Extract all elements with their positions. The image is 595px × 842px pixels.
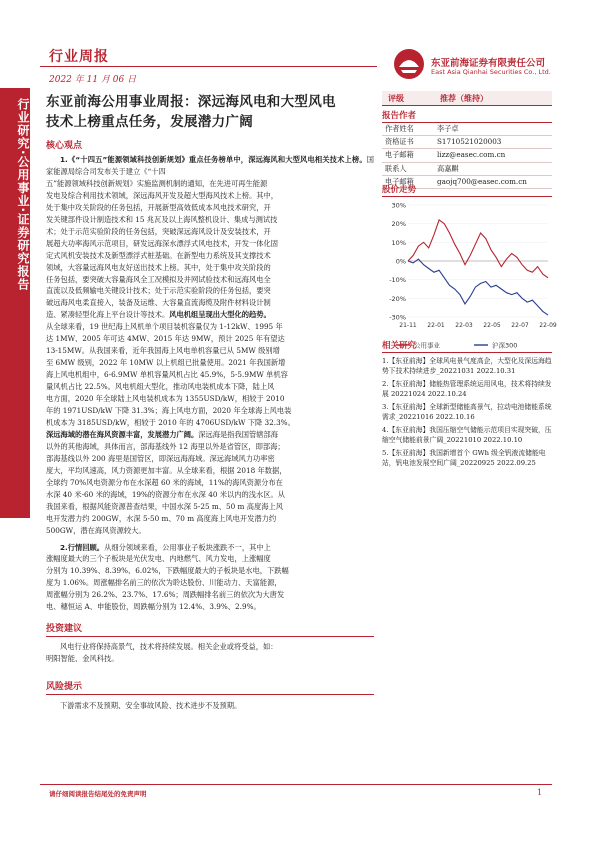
text-line: 发关键部件设计制造技术和 15 兆瓦及以上海风整机设计、集成与测试技 xyxy=(46,214,278,224)
related-item[interactable]: 1.【东亚前海】全球风电景气度高企，大型化及深远海趋势下技术持续进步_20221031 2022.10.31 xyxy=(382,357,552,376)
text-line: 从全球来看，19 世纪海上风机单个项目装机容量仅为 1-12kW、1995 年 xyxy=(46,322,283,332)
text-line: 任务包括，要突破大容量海风全工况模拟及并网试验技术和远海风电全 xyxy=(46,274,271,284)
core-views-heading: 核心观点 xyxy=(46,141,83,151)
text-line: 年的 1971USD/kW 下降 31.3%；海上风电方面，2020 年全球海上风电装 xyxy=(46,406,292,416)
y-tick-label: 30% xyxy=(391,201,406,210)
text-line: 破远海风电柔直接入，装备及运维、大容量直流海缆及附件材料设计制 xyxy=(46,298,271,308)
x-tick-label: 21-11 xyxy=(399,322,417,329)
text-line: 量风机占比 22.5%。风电机组大型化，推动风电装机成本下降，陆上风 xyxy=(46,382,275,392)
row-value: S1710521020003 xyxy=(437,137,502,147)
paragraph-1-line-1: 国家能源局综合司发布关于建立《“十四 xyxy=(46,155,374,176)
text-line: 领域，大容量远海风电友好送出技术上榜。其中，处于集中攻关阶段的 xyxy=(46,262,271,272)
y-tick-label: 10% xyxy=(391,238,406,247)
paragraph-2-lead: 2.行情回顾。 xyxy=(60,542,105,552)
text-line: 涨幅度最大的三个子板块是光伏发电、内地燃气、风力发电，上涨幅度 xyxy=(46,554,271,564)
bold-span: 深远海域的潜在海风资源丰富，发展潜力广阔。 xyxy=(46,429,199,439)
text-line: 分别为 10.39%、8.39%、6.02%，下跌幅度最大的子板块是水电，下跌幅 xyxy=(46,566,289,576)
text-line: 度大，平均风速高，风力资源更加丰富。从全球来看，根据 2018 年数据， xyxy=(46,465,287,475)
related-item[interactable]: 3.【东亚前海】全球新型储能高景气，拉动电池储能系统需求_20221016 2022.10.16 xyxy=(382,402,552,422)
text-line: 全球约 70%风电资源分布在水深超 60 米的海域，11%的海风资源分布在 xyxy=(46,477,283,487)
paragraph-1 xyxy=(46,154,374,178)
text-line: 达 1MW、2005 年可达 4MW、2015 年达 9MW，预计 2025 年有望达 xyxy=(46,334,285,344)
text-line: 我国来看，根据风能资源普查结果，中国水深 5-25 m、50 m 高度海上风 xyxy=(46,501,283,511)
text-span: 造、紧凑轻型化海上平台设计等技术。 xyxy=(46,310,170,320)
related-item[interactable]: 2.【东亚前海】储能热管理系统运用风电，技术将持续发展 20221024 2022.10.24 xyxy=(382,379,552,399)
text-line: 500GW，潜在海风资源较大。 xyxy=(46,525,146,535)
x-tick-label: 22-03 xyxy=(455,322,473,329)
text-line: 电、穗恒运 A、申能股份，周跌幅分别为 12.4%、3.9%、2.9%。 xyxy=(46,602,261,612)
main-column xyxy=(46,92,374,712)
y-tick-label: 0% xyxy=(395,257,406,266)
x-tick-label: 22-09 xyxy=(539,322,557,329)
analyst-row xyxy=(382,136,552,149)
text-line: 部海基线以外 200 海里是国管区，即深远海海域。深远海域风力功率密 xyxy=(46,453,275,463)
company-name-en: East Asia Qianhai Securities Co., Ltd. xyxy=(431,68,551,76)
y-tick-label: -10% xyxy=(389,276,406,285)
risk-text: 下游需求不及预期、安全事故风险、技术进步不及预期。 xyxy=(60,701,242,711)
row-value: 高嘉麒 xyxy=(437,163,459,173)
page-number: 1 xyxy=(537,788,543,797)
company-name-cn: 东亚前海证券有限责任公司 xyxy=(431,58,546,69)
stock-chart-heading: 股价走势 xyxy=(382,183,552,197)
row-value: 李子卓 xyxy=(437,124,459,133)
text-line: 海上风电机组中，6-6.9MW 单机容量风机占比 45.9%，5-5.9MW 单机容 xyxy=(46,370,288,380)
row-key: 联系人 xyxy=(385,163,407,173)
email-link[interactable]: gaojq700@easec.com.cn xyxy=(437,176,527,186)
analyst-row xyxy=(382,163,552,176)
investment-heading: 投资建议 xyxy=(46,624,83,635)
related-item[interactable]: 4.【东亚前海】我国压缩空气储能示范项目实现突破，压缩空气储能前景广阔_20221010 2022.10.10 xyxy=(382,425,552,444)
paragraph-2-line-1: 从细分领域来看，公用事业子板块涨跌不一，其中上 xyxy=(104,542,271,552)
text-line: 机成本为 3185USD/kW，相较于 2010 年的 4706USD/kW 下降 32.3%。 xyxy=(46,417,295,427)
title-line-2: 技术上榜重点任务，发展潜力广阔 xyxy=(46,114,253,130)
related-heading: 相关研究 xyxy=(382,339,552,353)
text-line: 13-15MW。从我国来看，近年我国海上风电单机容量已从 5MW 级别增 xyxy=(46,346,280,356)
text-line: 展超大功率海风示范项目，研发远海深水漂浮式风电技术，开发一体化固 xyxy=(46,238,279,248)
risk-divider xyxy=(46,694,374,695)
text-line: 处于集中攻关阶段的任务包括，开展新型高效低成本风电技术研究，开 xyxy=(46,202,271,212)
investment-line-1: 风电行业将保持高景气，技术将持续发展。相关企业或将受益，如： xyxy=(60,642,278,652)
text-line: 至 6MW 级别，2022 年 10MW 以上机组已批量使用。2021 年我国新增 xyxy=(46,358,286,368)
text-line xyxy=(46,429,374,441)
title-line-1: 东亚前海公用事业周报：深远海风电和大型风电 xyxy=(46,94,336,110)
report-date: 2022 年 11 月 06 日 xyxy=(49,75,137,85)
row-key: 电子邮箱 xyxy=(385,176,414,186)
bold-span: 风电机组呈现出大型化的趋势。 xyxy=(169,310,271,320)
analyst-row xyxy=(382,149,552,162)
legend-label: 公用事业 xyxy=(414,341,440,350)
x-tick-label: 22-05 xyxy=(483,322,501,329)
analyst-row xyxy=(382,123,552,136)
text-line: 发电及综合利用技术领域，深远海风开发及超大型海风技术上榜。其中， xyxy=(46,190,279,200)
text-line: 电开发潜力约 200GW，水深 5-50 m、70 m 高度海上风电开发潜力约 xyxy=(46,513,277,523)
series-line-hs300 xyxy=(408,259,548,315)
legend-label: 沪深300 xyxy=(492,341,518,350)
text-line: 直流以及低频输电关键设计技术；处于示范实验阶段的任务包括，要突 xyxy=(46,286,271,296)
investment-divider xyxy=(46,636,374,637)
report-type: 行业周报 xyxy=(49,49,109,65)
stock-chart xyxy=(382,199,557,359)
document-title xyxy=(46,92,374,132)
rating-bar xyxy=(382,91,552,106)
text-line: 度为 1.06%。周涨幅排名前三的依次为聆达股份、川能动力、天富能源， xyxy=(46,578,282,588)
analyst-heading: 报告作者 xyxy=(382,109,552,123)
stock-chart-block xyxy=(382,183,557,363)
paragraph-2-lines xyxy=(46,553,374,613)
text-span: 深远海是指我国管辖部海 xyxy=(198,429,279,439)
related-block xyxy=(382,339,552,471)
text-line: 电方面，2020 年全球陆上风电装机成本为 1355USD/kW，相较于 2010 xyxy=(46,394,285,404)
paragraph-1-lines xyxy=(46,178,374,537)
text-line xyxy=(46,309,374,321)
rating-label: 评级 xyxy=(388,94,404,103)
row-key: 电子邮箱 xyxy=(385,150,414,160)
sidebar-label: 行业研究·公用事业·证券研究报告 xyxy=(16,98,30,292)
paragraph-2 xyxy=(46,542,374,554)
rating-value: 推荐（维持） xyxy=(440,94,488,103)
x-tick-label: 22-07 xyxy=(511,322,529,329)
company-logo-icon xyxy=(393,48,425,80)
paragraph-1-lead: 1.《“十四五”能源领域科技创新规划》重点任务榜单中，深远海风和大型风电相关技术上榜。 xyxy=(60,155,367,164)
risk-heading: 风险提示 xyxy=(46,682,83,693)
x-tick-label: 22-01 xyxy=(427,322,445,329)
y-tick-label: 20% xyxy=(391,220,406,229)
text-line: 水深 40 米-60 米的海域，19%的资源分布在水深 40 米以内的浅水区。从 xyxy=(46,489,286,499)
text-line: 周涨幅分别为 26.2%、23.7%、17.6%；周跌幅排名前三的依次为大唐发 xyxy=(46,590,285,600)
investment-line-2: 明阳智能、金风科技。 xyxy=(46,654,119,664)
text-line: 术；处于示范实验阶段的任务包括，突破深远海风设计及安装技术，开 xyxy=(46,226,271,236)
row-key: 资格证书 xyxy=(385,137,414,147)
analyst-block xyxy=(382,109,552,189)
footer-divider xyxy=(40,784,552,785)
y-tick-label: -20% xyxy=(389,294,406,303)
text-line: 五”能源领域科技创新规划》实施监测机制的通知，在先进可再生能源 xyxy=(46,178,268,188)
row-key: 作者姓名 xyxy=(385,124,414,133)
disclaimer-note: 请仔细阅读报告结尾处的免责声明 xyxy=(49,790,147,798)
text-line: 定式风机安装技术及新型漂浮式桩基础。在新型电力系统及其支撑技术 xyxy=(46,250,271,260)
core-views-body xyxy=(46,154,374,613)
header-divider xyxy=(40,66,377,67)
related-item[interactable]: 5.【东亚前海】我国新增首个 GWh 级全钒液流储能电站，钒电池发展空间广阔_20220925 2022.09.25 xyxy=(382,448,546,467)
y-tick-label: -30% xyxy=(389,313,406,322)
email-link[interactable]: lizz@easec.com.cn xyxy=(437,150,506,160)
text-line: 以外的其他海域，具体而言，部海基线外 12 海里以外是省管区，即部海； xyxy=(46,441,285,451)
